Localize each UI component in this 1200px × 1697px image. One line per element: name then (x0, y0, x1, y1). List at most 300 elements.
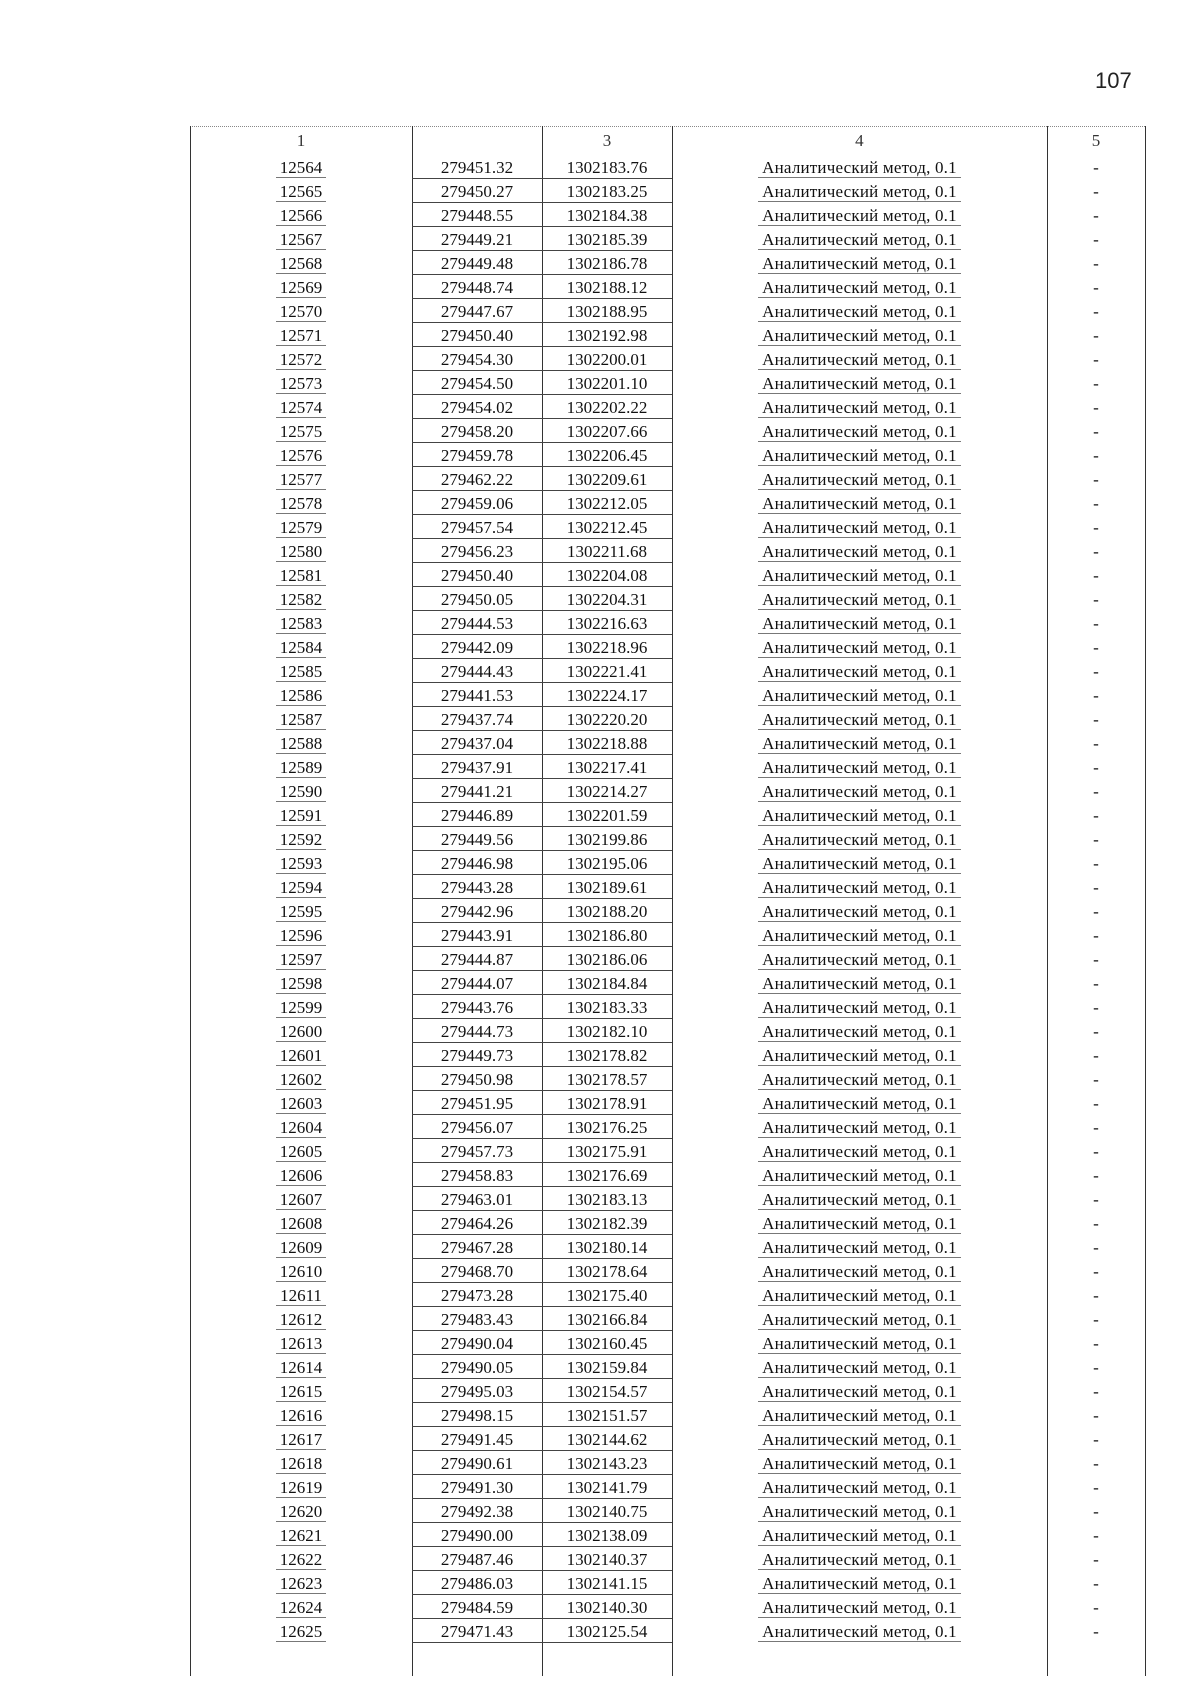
point-number: 12584 (276, 638, 327, 658)
method-description: Аналитический метод, 0.1 (758, 1070, 961, 1090)
table-row (190, 348, 1145, 372)
coordinate-x-cell: 279483.43 (412, 1310, 542, 1331)
column-5-value-cell: - (1093, 1310, 1099, 1329)
coordinate-x-cell: 279490.04 (412, 1334, 542, 1355)
method-description-cell (672, 806, 1047, 826)
method-description-cell (672, 1022, 1047, 1042)
point-number-cell (190, 566, 412, 586)
coordinate-x-cell: 279464.26 (412, 1214, 542, 1235)
coordinate-y-cell: 1302211.68 (542, 542, 672, 563)
point-number: 12568 (276, 254, 327, 274)
coordinate-y-cell: 1302144.62 (542, 1430, 672, 1451)
method-description-cell (672, 782, 1047, 802)
coordinate-y-cell: 1302143.23 (542, 1454, 672, 1475)
table-row (190, 732, 1145, 756)
point-number: 12621 (276, 1526, 327, 1546)
coordinate-y-cell: 1302216.63 (542, 614, 672, 635)
coordinate-y-cell: 1302221.41 (542, 662, 672, 683)
method-description-cell (672, 1142, 1047, 1162)
method-description-cell (672, 302, 1047, 322)
coordinate-y-cell: 1302212.05 (542, 494, 672, 515)
method-description-cell (672, 1214, 1047, 1234)
method-description-cell (672, 1310, 1047, 1330)
coordinate-y-cell: 1302207.66 (542, 422, 672, 443)
method-description-cell (672, 734, 1047, 754)
coordinate-x-cell: 279456.07 (412, 1118, 542, 1139)
column-5-value-cell: - (1093, 374, 1099, 393)
point-number: 12601 (276, 1046, 327, 1066)
point-number-cell (190, 1430, 412, 1450)
coordinate-y-cell: 1302218.96 (542, 638, 672, 659)
coordinate-y-cell: 1302204.08 (542, 566, 672, 587)
method-description-cell (672, 278, 1047, 298)
point-number-cell (190, 638, 412, 658)
method-description: Аналитический метод, 0.1 (758, 446, 961, 466)
coordinate-x-cell: 279444.87 (412, 950, 542, 971)
point-number-cell (190, 998, 412, 1018)
coordinate-x-cell: 279450.40 (412, 566, 542, 587)
method-description: Аналитический метод, 0.1 (758, 1502, 961, 1522)
column-5-value-cell: - (1093, 518, 1099, 537)
point-number-cell (190, 1190, 412, 1210)
column-5-value-cell: - (1093, 422, 1099, 441)
column-5-value-cell: - (1093, 1454, 1099, 1473)
method-description-cell (672, 614, 1047, 634)
table-row (190, 1044, 1145, 1068)
column-5-value-cell: - (1093, 758, 1099, 777)
coordinate-y-cell: 1302180.14 (542, 1238, 672, 1259)
point-number: 12590 (276, 782, 327, 802)
coordinate-y-cell: 1302199.86 (542, 830, 672, 851)
point-number-cell (190, 182, 412, 202)
point-number: 12625 (276, 1622, 327, 1642)
column-5-value-cell: - (1093, 398, 1099, 417)
table-row (190, 756, 1145, 780)
method-description-cell (672, 1478, 1047, 1498)
coordinate-x-cell: 279454.50 (412, 374, 542, 395)
column-5-value-cell: - (1093, 662, 1099, 681)
point-number-cell (190, 1022, 412, 1042)
point-number: 12607 (276, 1190, 327, 1210)
point-number: 12603 (276, 1094, 327, 1114)
point-number: 12581 (276, 566, 327, 586)
method-description-cell (672, 1622, 1047, 1642)
table-row (190, 1524, 1145, 1548)
coordinate-y-cell: 1302176.69 (542, 1166, 672, 1187)
point-number: 12571 (276, 326, 327, 346)
method-description: Аналитический метод, 0.1 (758, 686, 961, 706)
table-row (190, 1404, 1145, 1428)
method-description: Аналитический метод, 0.1 (758, 830, 961, 850)
column-5-value-cell: - (1093, 1286, 1099, 1305)
method-description: Аналитический метод, 0.1 (758, 926, 961, 946)
method-description-cell (672, 350, 1047, 370)
method-description: Аналитический метод, 0.1 (758, 1430, 961, 1450)
table-row (190, 1500, 1145, 1524)
coordinate-y-cell: 1302202.22 (542, 398, 672, 419)
point-number: 12599 (276, 998, 327, 1018)
point-number-cell (190, 374, 412, 394)
method-description: Аналитический метод, 0.1 (758, 1190, 961, 1210)
coordinate-x-cell: 279459.06 (412, 494, 542, 515)
method-description-cell (672, 494, 1047, 514)
column-5-value-cell: - (1093, 638, 1099, 657)
method-description-cell (672, 1454, 1047, 1474)
table-header-row (190, 126, 1145, 156)
point-number: 12573 (276, 374, 327, 394)
method-description: Аналитический метод, 0.1 (758, 758, 961, 778)
point-number-cell (190, 662, 412, 682)
method-description: Аналитический метод, 0.1 (758, 278, 961, 298)
table-row (190, 612, 1145, 636)
column-5-value-cell: - (1093, 302, 1099, 321)
column-5-value-cell: - (1093, 182, 1099, 201)
method-description: Аналитический метод, 0.1 (758, 494, 961, 514)
method-description-cell (672, 1238, 1047, 1258)
point-number-cell (190, 878, 412, 898)
method-description: Аналитический метод, 0.1 (758, 710, 961, 730)
column-5-value-cell: - (1093, 1214, 1099, 1233)
column-5-value-cell: - (1093, 1574, 1099, 1593)
table-row (190, 1548, 1145, 1572)
method-description: Аналитический метод, 0.1 (758, 254, 961, 274)
point-number-cell (190, 254, 412, 274)
coordinate-x-cell: 279471.43 (412, 1622, 542, 1643)
coordinate-y-cell: 1302125.54 (542, 1622, 672, 1643)
column-5-value-cell: - (1093, 350, 1099, 369)
method-description: Аналитический метод, 0.1 (758, 1262, 961, 1282)
table-row (190, 828, 1145, 852)
point-number-cell (190, 806, 412, 826)
point-number-cell (190, 302, 412, 322)
column-5-value-cell: - (1093, 1526, 1099, 1545)
point-number-cell (190, 1574, 412, 1594)
point-number: 12570 (276, 302, 327, 322)
method-description: Аналитический метод, 0.1 (758, 878, 961, 898)
coordinate-x-cell: 279448.55 (412, 206, 542, 227)
coordinate-x-cell: 279486.03 (412, 1574, 542, 1595)
point-number: 12618 (276, 1454, 327, 1474)
coordinate-y-cell: 1302160.45 (542, 1334, 672, 1355)
method-description-cell (672, 710, 1047, 730)
coordinate-x-cell: 279450.98 (412, 1070, 542, 1091)
coordinate-x-cell: 279473.28 (412, 1286, 542, 1307)
method-description: Аналитический метод, 0.1 (758, 302, 961, 322)
table-row (190, 1188, 1145, 1212)
column-5-value-cell: - (1093, 1094, 1099, 1113)
table-row (190, 324, 1145, 348)
table-body (190, 156, 1145, 1644)
coordinate-y-cell: 1302178.91 (542, 1094, 672, 1115)
point-number: 12575 (276, 422, 327, 442)
point-number: 12594 (276, 878, 327, 898)
point-number: 12605 (276, 1142, 327, 1162)
coordinate-x-cell: 279442.09 (412, 638, 542, 659)
column-5-value-cell: - (1093, 686, 1099, 705)
point-number-cell (190, 542, 412, 562)
method-description: Аналитический метод, 0.1 (758, 638, 961, 658)
method-description: Аналитический метод, 0.1 (758, 1118, 961, 1138)
column-5-value-cell: - (1093, 1502, 1099, 1521)
point-number: 12565 (276, 182, 327, 202)
method-description: Аналитический метод, 0.1 (758, 590, 961, 610)
coordinate-x-cell: 279458.20 (412, 422, 542, 443)
coordinate-y-cell: 1302214.27 (542, 782, 672, 803)
table-row (190, 1140, 1145, 1164)
table-row (190, 1284, 1145, 1308)
method-description-cell (672, 878, 1047, 898)
coordinate-y-cell: 1302220.20 (542, 710, 672, 731)
point-number: 12592 (276, 830, 327, 850)
coordinate-x-cell: 279450.40 (412, 326, 542, 347)
coordinate-y-cell: 1302188.12 (542, 278, 672, 299)
method-description: Аналитический метод, 0.1 (758, 1094, 961, 1114)
coordinate-y-cell: 1302186.78 (542, 254, 672, 275)
method-description-cell (672, 1382, 1047, 1402)
coordinate-y-cell: 1302209.61 (542, 470, 672, 491)
method-description: Аналитический метод, 0.1 (758, 566, 961, 586)
column-5-value-cell: - (1093, 710, 1099, 729)
point-number-cell (190, 1334, 412, 1354)
point-number-cell (190, 1310, 412, 1330)
method-description-cell (672, 1406, 1047, 1426)
method-description: Аналитический метод, 0.1 (758, 1478, 961, 1498)
method-description-cell (672, 398, 1047, 418)
point-number: 12574 (276, 398, 327, 418)
point-number-cell (190, 854, 412, 874)
coordinate-y-cell: 1302154.57 (542, 1382, 672, 1403)
column-5-value-cell: - (1093, 254, 1099, 273)
method-description: Аналитический метод, 0.1 (758, 1286, 961, 1306)
table-row (190, 1476, 1145, 1500)
method-description-cell (672, 1502, 1047, 1522)
method-description: Аналитический метод, 0.1 (758, 158, 961, 178)
column-5-value-cell: - (1093, 854, 1099, 873)
table-row (190, 1452, 1145, 1476)
method-description: Аналитический метод, 0.1 (758, 1334, 961, 1354)
point-number-cell (190, 1478, 412, 1498)
column-5-value-cell: - (1093, 1046, 1099, 1065)
method-description-cell (672, 446, 1047, 466)
point-number-cell (190, 782, 412, 802)
method-description: Аналитический метод, 0.1 (758, 1622, 961, 1642)
point-number: 12620 (276, 1502, 327, 1522)
coordinate-y-cell: 1302185.39 (542, 230, 672, 251)
point-number-cell (190, 230, 412, 250)
point-number: 12596 (276, 926, 327, 946)
coordinate-x-cell: 279491.45 (412, 1430, 542, 1451)
point-number-cell (190, 590, 412, 610)
column-5-value-cell: - (1093, 614, 1099, 633)
table-row (190, 1260, 1145, 1284)
point-number: 12577 (276, 470, 327, 490)
column-5-value-cell: - (1093, 542, 1099, 561)
coordinate-x-cell: 279468.70 (412, 1262, 542, 1283)
table-row (190, 1020, 1145, 1044)
coordinate-x-cell: 279437.04 (412, 734, 542, 755)
column-5-value-cell: - (1093, 206, 1099, 225)
header-col-3: 3 (602, 131, 612, 150)
coordinate-x-cell: 279441.21 (412, 782, 542, 803)
coordinate-x-cell: 279444.43 (412, 662, 542, 683)
coordinate-y-cell: 1302224.17 (542, 686, 672, 707)
column-5-value-cell: - (1093, 1406, 1099, 1425)
method-description-cell (672, 1046, 1047, 1066)
method-description-cell (672, 974, 1047, 994)
coordinate-x-cell: 279462.22 (412, 470, 542, 491)
point-number: 12622 (276, 1550, 327, 1570)
point-number-cell (190, 1094, 412, 1114)
column-5-value-cell: - (1093, 1334, 1099, 1353)
method-description-cell (672, 1550, 1047, 1570)
table-row (190, 492, 1145, 516)
point-number-cell (190, 446, 412, 466)
method-description-cell (672, 158, 1047, 178)
method-description-cell (672, 206, 1047, 226)
column-5-value-cell: - (1093, 902, 1099, 921)
point-number-cell (190, 350, 412, 370)
point-number: 12612 (276, 1310, 327, 1330)
point-number-cell (190, 1598, 412, 1618)
coordinate-x-cell: 279458.83 (412, 1166, 542, 1187)
method-description: Аналитический метод, 0.1 (758, 182, 961, 202)
method-description: Аналитический метод, 0.1 (758, 1358, 961, 1378)
table-row (190, 300, 1145, 324)
method-description: Аналитический метод, 0.1 (758, 1406, 961, 1426)
method-description-cell (672, 1430, 1047, 1450)
coordinate-x-cell: 279459.78 (412, 446, 542, 467)
point-number-cell (190, 518, 412, 538)
coordinate-y-cell: 1302141.15 (542, 1574, 672, 1595)
coordinate-y-cell: 1302192.98 (542, 326, 672, 347)
method-description-cell (672, 254, 1047, 274)
column-5-value-cell: - (1093, 1118, 1099, 1137)
method-description: Аналитический метод, 0.1 (758, 1574, 961, 1594)
point-number-cell (190, 1382, 412, 1402)
point-number: 12615 (276, 1382, 327, 1402)
coordinates-table (190, 126, 1145, 1644)
coordinate-x-cell: 279467.28 (412, 1238, 542, 1259)
point-number-cell (190, 734, 412, 754)
coordinate-y-cell: 1302182.39 (542, 1214, 672, 1235)
coordinate-y-cell: 1302206.45 (542, 446, 672, 467)
point-number: 12585 (276, 662, 327, 682)
coordinate-x-cell: 279437.74 (412, 710, 542, 731)
method-description-cell (672, 230, 1047, 250)
method-description: Аналитический метод, 0.1 (758, 1022, 961, 1042)
method-description: Аналитический метод, 0.1 (758, 662, 961, 682)
method-description: Аналитический метод, 0.1 (758, 902, 961, 922)
table-row (190, 708, 1145, 732)
point-number: 12602 (276, 1070, 327, 1090)
column-5-value-cell: - (1093, 926, 1099, 945)
method-description: Аналитический метод, 0.1 (758, 542, 961, 562)
point-number-cell (190, 758, 412, 778)
column-5-value-cell: - (1093, 806, 1099, 825)
coordinate-y-cell: 1302140.30 (542, 1598, 672, 1619)
point-number: 12610 (276, 1262, 327, 1282)
point-number: 12579 (276, 518, 327, 538)
point-number: 12608 (276, 1214, 327, 1234)
coordinate-x-cell: 279437.91 (412, 758, 542, 779)
coordinate-y-cell: 1302200.01 (542, 350, 672, 371)
point-number-cell (190, 1286, 412, 1306)
coordinate-x-cell: 279490.61 (412, 1454, 542, 1475)
method-description-cell (672, 326, 1047, 346)
method-description: Аналитический метод, 0.1 (758, 1214, 961, 1234)
table-row (190, 1236, 1145, 1260)
method-description: Аналитический метод, 0.1 (758, 1598, 961, 1618)
column-5-value-cell: - (1093, 1262, 1099, 1281)
coordinate-x-cell: 279451.32 (412, 158, 542, 179)
coordinate-x-cell: 279457.54 (412, 518, 542, 539)
method-description-cell (672, 854, 1047, 874)
column-5-value-cell: - (1093, 566, 1099, 585)
table-row (190, 660, 1145, 684)
point-number: 12586 (276, 686, 327, 706)
coordinate-x-cell: 279441.53 (412, 686, 542, 707)
point-number-cell (190, 686, 412, 706)
column-5-value-cell: - (1093, 1070, 1099, 1089)
column-5-value-cell: - (1093, 494, 1099, 513)
column-5-value-cell: - (1093, 1430, 1099, 1449)
point-number-cell (190, 1550, 412, 1570)
table-row (190, 876, 1145, 900)
method-description: Аналитический метод, 0.1 (758, 422, 961, 442)
method-description-cell (672, 758, 1047, 778)
column-5-value-cell: - (1093, 470, 1099, 489)
point-number: 12595 (276, 902, 327, 922)
point-number-cell (190, 494, 412, 514)
point-number-cell (190, 1622, 412, 1642)
coordinate-y-cell: 1302186.80 (542, 926, 672, 947)
table-row (190, 948, 1145, 972)
method-description-cell (672, 1334, 1047, 1354)
point-number-cell (190, 1454, 412, 1474)
coordinate-y-cell: 1302141.79 (542, 1478, 672, 1499)
point-number: 12580 (276, 542, 327, 562)
method-description-cell (672, 566, 1047, 586)
point-number-cell (190, 1502, 412, 1522)
method-description: Аналитический метод, 0.1 (758, 734, 961, 754)
coordinate-y-cell: 1302183.76 (542, 158, 672, 179)
point-number: 12569 (276, 278, 327, 298)
coordinate-y-cell: 1302188.20 (542, 902, 672, 923)
header-col-5: 5 (1091, 131, 1101, 150)
coordinate-x-cell: 279449.21 (412, 230, 542, 251)
table-row (190, 564, 1145, 588)
coordinate-x-cell: 279454.02 (412, 398, 542, 419)
column-5-value-cell: - (1093, 1238, 1099, 1257)
coordinate-x-cell: 279451.95 (412, 1094, 542, 1115)
table-row (190, 540, 1145, 564)
coordinate-y-cell: 1302182.10 (542, 1022, 672, 1043)
table-row (190, 252, 1145, 276)
method-description: Аналитический метод, 0.1 (758, 950, 961, 970)
point-number: 12588 (276, 734, 327, 754)
point-number-cell (190, 1526, 412, 1546)
point-number-cell (190, 926, 412, 946)
method-description: Аналитический метод, 0.1 (758, 470, 961, 490)
column-5-value-cell: - (1093, 1550, 1099, 1569)
method-description: Аналитический метод, 0.1 (758, 374, 961, 394)
point-number-cell (190, 206, 412, 226)
point-number: 12604 (276, 1118, 327, 1138)
coordinate-y-cell: 1302140.75 (542, 1502, 672, 1523)
coordinate-x-cell: 279444.07 (412, 974, 542, 995)
method-description: Аналитический метод, 0.1 (758, 1550, 961, 1570)
method-description: Аналитический метод, 0.1 (758, 998, 961, 1018)
